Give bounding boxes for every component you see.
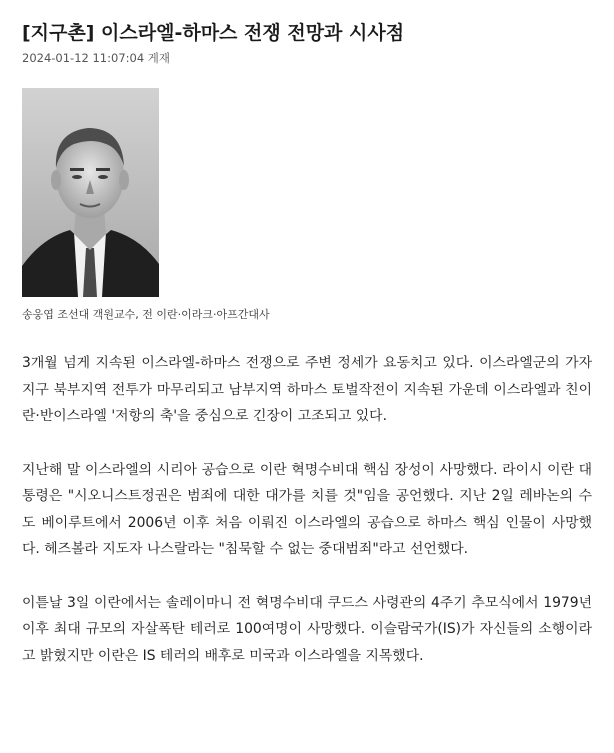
- photo-caption: 송웅엽 조선대 객원교수, 전 이란·이라크·아프간대사: [22, 308, 270, 321]
- article-body: [22, 350, 592, 696]
- article-title: [지구촌] 이스라엘-하마스 전쟁 전망과 시사점: [22, 22, 405, 44]
- paragraph-3: 이튿날 3일 이란에서는 솔레이마니 전 혁명수비대 쿠드스 사령관의 4주기 추모식에서 1979년 이후 최대 규모의 자살폭탄 테러로 100여명이 사망했다. 이슬람국가(IS)가 자신들의 소행이라고 밝혔지만 이란은 IS 테러의 배후로 미국과 이스라엘을 지목했다.: [22, 594, 592, 664]
- paragraph-2: 지난해 말 이스라엘의 시리아 공습으로 이란 혁명수비대 핵심 장성이 사망했다. 라이시 이란 대통령은 "시오니스트정권은 범죄에 대한 대가를 치를 것"임을 공언했다. 지난 2일 레바논의 수도 베이루트에서 2006년 이후 처음 이뤄진 이스라엘의 공습으로 하마스 핵심 인물이 사망했다. 헤즈볼라 지도자 나스랄라는 "침묵할 수 없는 중대범죄"라고 선언했다.: [22, 461, 592, 557]
- paragraph-1: 3개월 넘게 지속된 이스라엘-하마스 전쟁으로 주변 정세가 요동치고 있다. 이스라엘군의 가자지구 북부지역 전투가 마무리되고 남부지역 하마스 토벌작전이 지속된 가운데 이스라엘과 친이란·반이스라엘 '저항의 축'을 중심으로 긴장이 고조되고 있다.: [22, 355, 592, 424]
- author-portrait-image: [22, 88, 159, 297]
- publish-timestamp: 2024-01-12 11:07:04 게재: [22, 51, 171, 65]
- author-photo: [22, 88, 159, 297]
